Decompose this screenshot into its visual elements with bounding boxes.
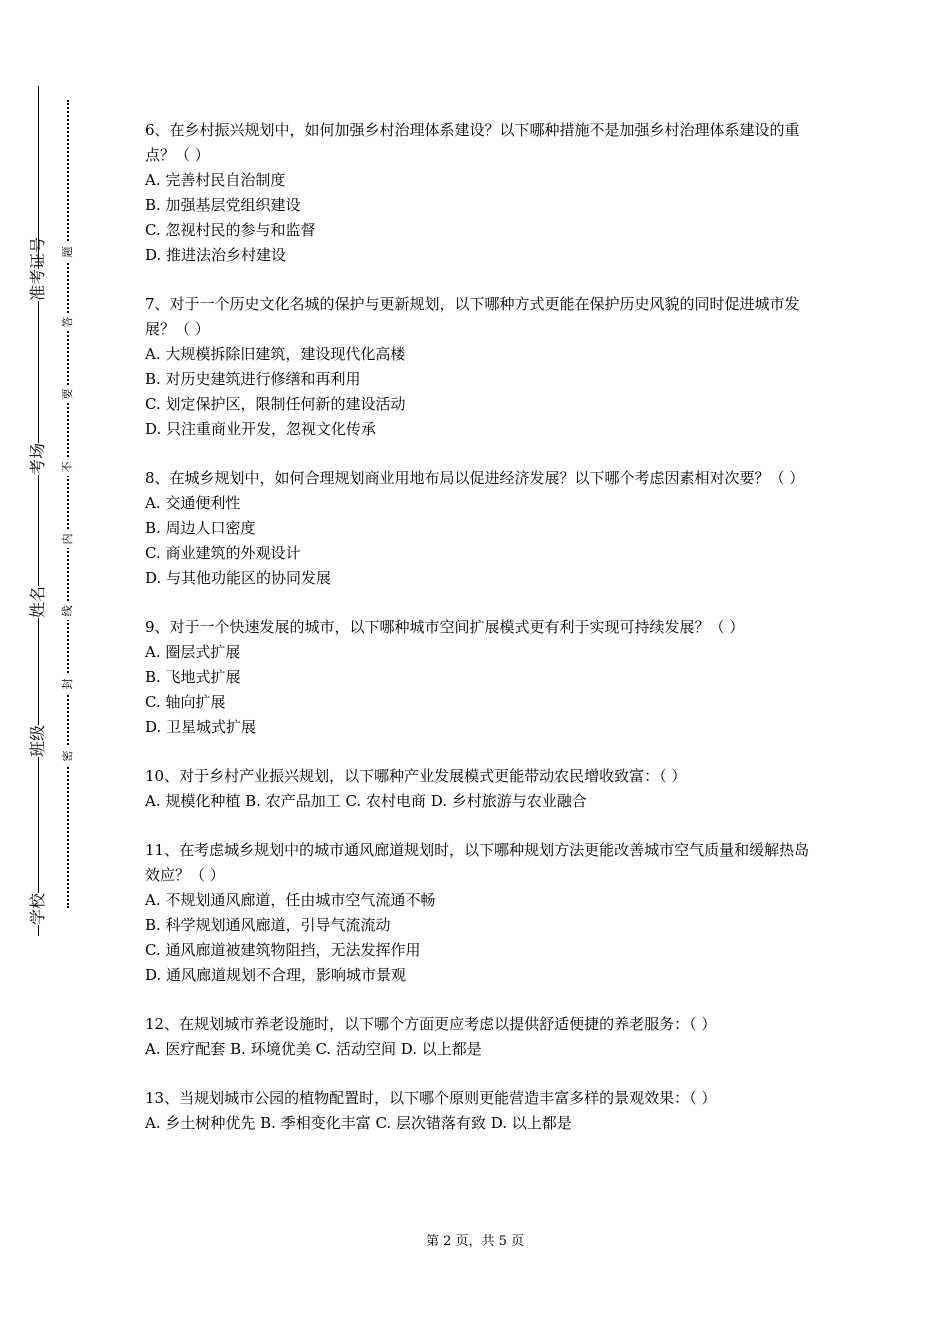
option-a: A. 不规划通风廊道，任由城市空气流通不畅 xyxy=(145,891,436,909)
seal-char-mi: 密 xyxy=(62,747,74,765)
option-d: D. 推进法治乡村建设 xyxy=(145,246,287,264)
exam-room-label: 考场 xyxy=(28,442,47,475)
question-8 xyxy=(145,466,815,591)
binding-margin xyxy=(0,0,100,1344)
option-d: D. 只注重商业开发，忽视文化传承 xyxy=(145,420,377,438)
question-stem: 13、当规划城市公园的植物配置时，以下哪个原则更能营造丰富多样的景观效果：（ ） xyxy=(145,1089,717,1107)
option-c: C. 商业建筑的外观设计 xyxy=(145,544,301,562)
option-b: B. 加强基层党组织建设 xyxy=(145,196,301,214)
binding-solid-line xyxy=(38,86,39,936)
question-9 xyxy=(145,615,815,740)
question-stem: 10、对于乡村产业振兴规划，以下哪种产业发展模式更能带动农民增收致富：（ ） xyxy=(145,767,687,785)
option-c: C. 划定保护区，限制任何新的建设活动 xyxy=(145,395,406,413)
option-b: B. 对历史建筑进行修缮和再利用 xyxy=(145,370,361,388)
option-line: A. 规模化种植 B. 农产品加工 C. 农村电商 D. 乡村旅游与农业融合 xyxy=(145,792,587,810)
school-label: 学校 xyxy=(28,892,47,925)
option-d: D. 与其他功能区的协同发展 xyxy=(145,569,332,587)
question-stem: 12、在规划城市养老设施时，以下哪个方面更应考虑以提供舒适便捷的养老服务：（ ） xyxy=(145,1015,717,1033)
option-c: C. 通风廊道被建筑物阻挡，无法发挥作用 xyxy=(145,941,421,959)
option-a: A. 交通便利性 xyxy=(145,494,241,512)
seal-char-nei: 内 xyxy=(62,530,74,548)
question-stem: 8、在城乡规划中，如何合理规划商业用地布局以促进经济发展？以下哪个考虑因素相对次要？（ ） xyxy=(145,469,805,487)
option-d: D. 卫星城式扩展 xyxy=(145,718,257,736)
seal-char-bu: 不 xyxy=(62,458,74,476)
name-label: 姓名 xyxy=(28,585,47,618)
question-13 xyxy=(145,1086,815,1136)
seal-char-feng: 封 xyxy=(62,675,74,693)
question-stem: 7、对于一个历史文化名城的保护与更新规划，以下哪种方式更能在保护历史风貌的同时促进城市发展？（ ） xyxy=(145,295,800,338)
question-stem: 11、在考虑城乡规划中的城市通风廊道规划时，以下哪种规划方法更能改善城市空气质量和缓解热岛效应？（ ） xyxy=(145,841,810,884)
option-d: D. 通风廊道规划不合理，影响城市景观 xyxy=(145,966,407,984)
page-number-footer: 第 2 页，共 5 页 xyxy=(425,1234,525,1249)
question-7 xyxy=(145,292,815,442)
seal-char-yao: 要 xyxy=(62,385,74,403)
option-c: C. 忽视村民的参与和监督 xyxy=(145,221,316,239)
option-b: B. 飞地式扩展 xyxy=(145,668,241,686)
class-label: 班级 xyxy=(28,724,47,757)
seal-dotted-line xyxy=(67,100,69,908)
question-6 xyxy=(145,118,815,268)
seal-char-da: 答 xyxy=(62,313,74,331)
seal-char-ti: 题 xyxy=(62,243,74,261)
question-11 xyxy=(145,838,815,988)
option-line: A. 乡土树种优先 B. 季相变化丰富 C. 层次错落有致 D. 以上都是 xyxy=(145,1114,572,1132)
question-list xyxy=(145,118,815,1160)
option-b: B. 科学规划通风廊道，引导气流流动 xyxy=(145,916,391,934)
option-b: B. 周边人口密度 xyxy=(145,519,256,537)
question-stem: 6、在乡村振兴规划中，如何加强乡村治理体系建设？以下哪种措施不是加强乡村治理体系建设的重点？（ ） xyxy=(145,121,800,164)
option-line: A. 医疗配套 B. 环境优美 C. 活动空间 D. 以上都是 xyxy=(145,1040,482,1058)
option-c: C. 轴向扩展 xyxy=(145,693,226,711)
question-stem: 9、对于一个快速发展的城市，以下哪种城市空间扩展模式更有利于实现可持续发展？（ ） xyxy=(145,618,745,636)
question-10 xyxy=(145,764,815,814)
seal-char-xian: 线 xyxy=(62,602,74,620)
question-12 xyxy=(145,1012,815,1062)
option-a: A. 大规模拆除旧建筑，建设现代化高楼 xyxy=(145,345,406,363)
option-a: A. 完善村民自治制度 xyxy=(145,171,286,189)
exam-id-label: 准考证号 xyxy=(28,236,47,301)
option-a: A. 圈层式扩展 xyxy=(145,643,241,661)
